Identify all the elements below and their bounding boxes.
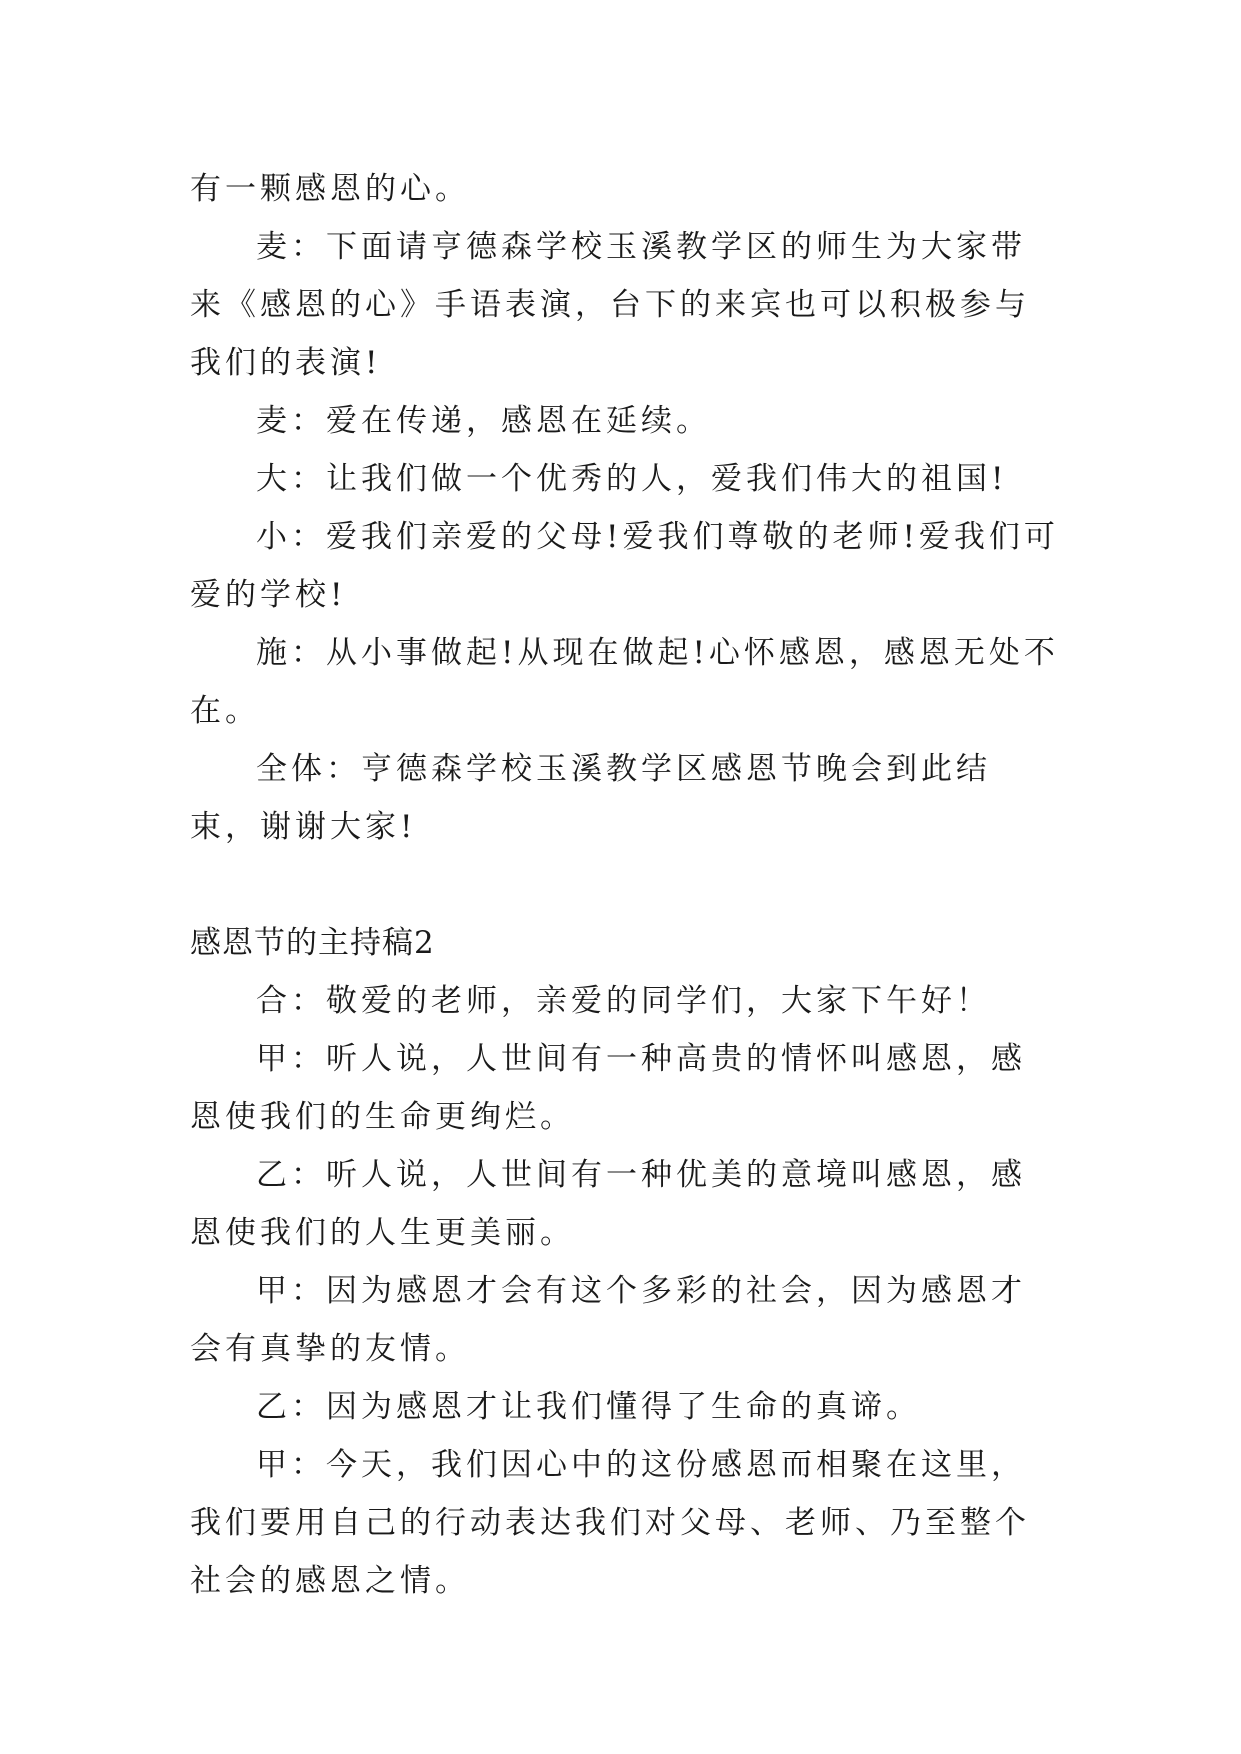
paragraph: 施：从小事做起!从现在做起!心怀感恩，感恩无处不在。 [190,635,1059,729]
section-closing [190,160,1060,856]
document-page [190,160,1060,1610]
section-script-2 [190,972,1060,1610]
section-heading: 感恩节的主持稿2 [190,925,435,961]
paragraph: 麦：下面请亨德森学校玉溪教学区的师生为大家带来《感恩的心》手语表演，台下的来宾也可以积极参与我们的表演! [190,229,1030,381]
paragraph: 大：让我们做一个优秀的人，爱我们伟大的祖国! [256,461,1008,497]
paragraph: 麦：爱在传递，感恩在延续。 [256,403,711,439]
paragraph: 甲：因为感恩才会有这个多彩的社会，因为感恩才会有真挚的友情。 [190,1273,1026,1367]
paragraph: 乙：因为感恩才让我们懂得了生命的真谛。 [256,1389,921,1425]
paragraph: 甲：今天，我们因心中的这份感恩而相聚在这里，我们要用自己的行动表达我们对父母、老师、乃至整个社会的感恩之情。 [190,1447,1030,1599]
paragraph: 小：爱我们亲爱的父母!爱我们尊敬的老师!爱我们可爱的学校! [190,519,1059,613]
paragraph: 乙：听人说，人世间有一种优美的意境叫感恩，感恩使我们的人生更美丽。 [190,1157,1026,1251]
paragraph: 甲：听人说，人世间有一种高贵的情怀叫感恩，感恩使我们的生命更绚烂。 [190,1041,1026,1135]
paragraph: 全体：亨德森学校玉溪教学区感恩节晚会到此结束，谢谢大家! [190,751,991,845]
paragraph: 合：敬爱的老师，亲爱的同学们，大家下午好！ [256,983,991,1019]
paragraph: 有一颗感恩的心。 [190,171,470,207]
